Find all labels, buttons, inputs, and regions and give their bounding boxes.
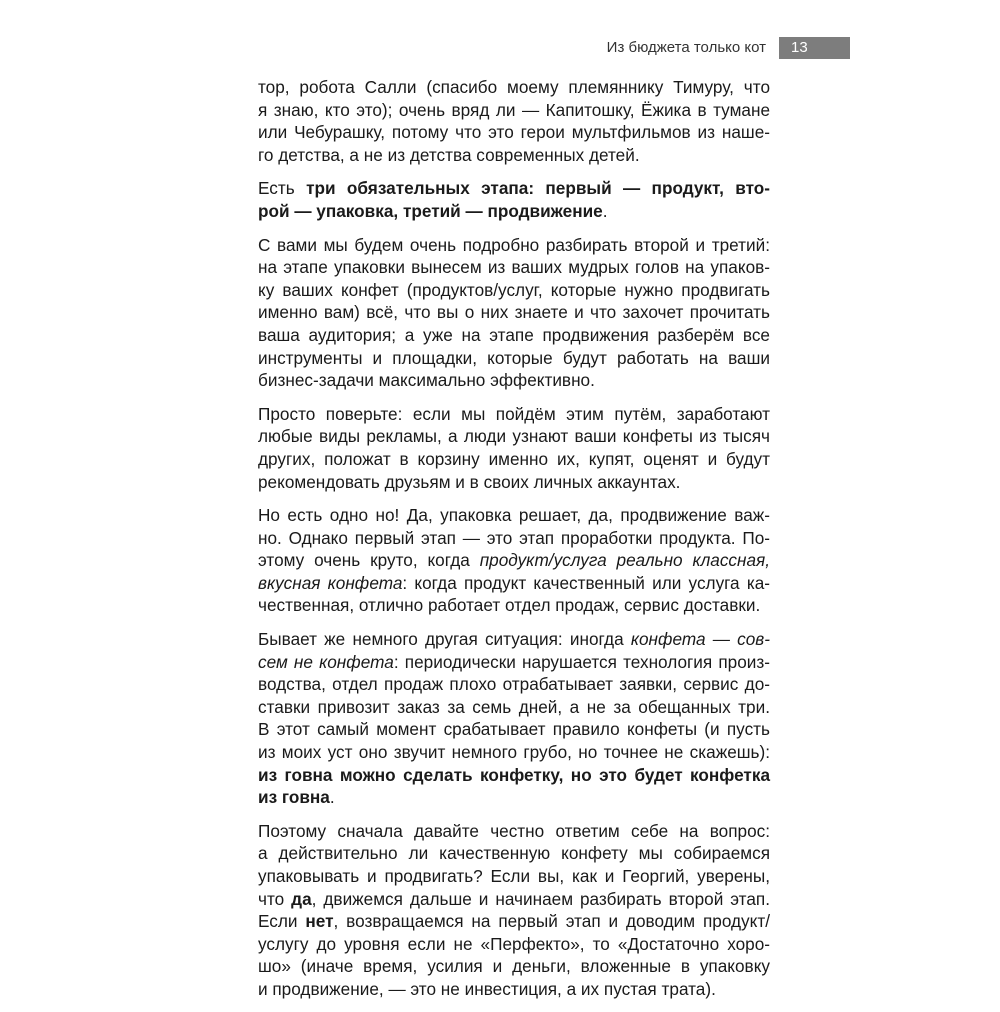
text-run: упаковывать и продвигать? Если вы, как и Георгий, уверены, — [258, 866, 770, 886]
text-line — [258, 121, 770, 144]
text-run: любые виды рекламы, а люди узнают ваши конфеты из тысяч — [258, 426, 770, 447]
text-line — [258, 888, 770, 911]
text-line — [258, 504, 770, 527]
text-run: а действительно ли качественную конфету мы собираемся — [258, 843, 770, 864]
text-line — [258, 933, 770, 956]
text-run: : периодически нарушается технология произ- — [393, 651, 770, 672]
text-line — [258, 403, 770, 426]
text-run: ставки привозит заказ за семь дней, а не за обещанных три. — [258, 696, 770, 717]
text-line — [258, 978, 770, 1001]
text-run: Просто поверьте: если мы пойдём этим путём, заработают — [258, 403, 770, 424]
bold-text: три обязательных этапа: первый — продукт, вто- — [306, 178, 771, 199]
paragraph-2 — [258, 177, 770, 222]
text-line — [258, 324, 770, 347]
paragraph-3 — [258, 234, 770, 392]
text-run: или Чебурашку, потому что это герои мультфильмов из наше- — [258, 122, 770, 143]
text-run: других, положат в корзину именно их, купят, оценят и будут — [258, 448, 770, 469]
text-line — [258, 842, 770, 865]
text-line — [258, 301, 770, 324]
text-line — [258, 549, 770, 572]
text-run: из моих уст оно звучит немного грубо, но точнее не скажешь): — [258, 742, 770, 763]
text-line — [258, 651, 770, 674]
text-run: . — [602, 200, 608, 221]
text-run: инструменты и площадки, которые будут работать на ваши — [258, 347, 770, 368]
text-run: , возвращаемся на первый этап и доводим продукт/ — [333, 911, 770, 932]
text-run: что — [258, 888, 292, 909]
text-run: услугу до уровня если не «Перфекто», то «Достаточно хоро- — [258, 933, 770, 954]
text-line — [258, 76, 770, 99]
paragraph-7 — [258, 820, 770, 1001]
text-line — [258, 471, 770, 494]
text-line — [258, 527, 770, 550]
text-line — [258, 910, 770, 933]
text-run: ку ваших конфет (продуктов/услуг, которые нужно продвигать — [258, 279, 770, 300]
text-run: шо» (иначе время, усилия и деньги, вложенные в упаковку — [258, 956, 770, 977]
text-run: и продвижение, — это не инвестиция, а их пустая трата). — [258, 978, 716, 999]
text-run: бизнес-задачи максимально эффективно. — [258, 370, 595, 391]
text-run: С вами мы будем очень подробно разбирать второй и третий: — [258, 234, 770, 255]
text-line — [258, 696, 770, 719]
text-run: на этапе упаковки вынесем из ваших мудрых голов на упаков- — [258, 257, 770, 278]
text-run: я знаю, кто это); очень вряд ли — Капитошку, Ёжика в тумане — [258, 99, 770, 120]
text-line — [258, 448, 770, 471]
text-line — [258, 99, 770, 122]
text-line — [258, 200, 770, 223]
text-line — [258, 279, 770, 302]
bold-text: нет — [305, 911, 334, 932]
bold-text: рой — упаковка, третий — продвижение — [258, 200, 603, 221]
text-run: В этот самый момент срабатывает правило конфеты (и пусть — [258, 719, 770, 740]
bold-text: из говна — [258, 787, 330, 808]
text-run: водства, отдел продаж плохо отрабатывает заявки, сервис до- — [258, 674, 770, 695]
text-line — [258, 786, 770, 809]
page-number: 13 — [779, 37, 850, 59]
text-line — [258, 594, 770, 617]
text-run: , движемся дальше и начинаем разбирать второй этап. — [311, 888, 770, 909]
text-line — [258, 234, 770, 257]
text-line — [258, 741, 770, 764]
text-line — [258, 820, 770, 843]
paragraph-1 — [258, 76, 770, 166]
text-line — [258, 718, 770, 741]
text-run: ваша аудитория; а уже на этапе продвижения разберём все — [258, 324, 770, 345]
italic-text: продукт/услуга реально классная, — [479, 550, 770, 571]
text-run: Но есть одно но! Да, упаковка решает, да, продвижение важ- — [258, 505, 770, 526]
bold-text: из говна можно сделать конфетку, но это будет конфетка — [258, 764, 770, 785]
text-line — [258, 177, 770, 200]
running-header — [0, 37, 1000, 59]
text-run: Если — [258, 911, 306, 932]
text-line — [258, 673, 770, 696]
text-line — [258, 425, 770, 448]
italic-text: вкусная конфета — [258, 572, 403, 593]
text-line — [258, 347, 770, 370]
text-run: . — [329, 787, 335, 808]
text-line — [258, 256, 770, 279]
text-run: но. Однако первый этап — это этап проработки продукта. По- — [258, 527, 770, 548]
text-line — [258, 572, 770, 595]
text-run: рекомендовать друзьям и в своих личных аккаунтах. — [258, 471, 681, 492]
text-run: этому очень круто, когда — [258, 550, 480, 571]
text-run: Есть — [258, 178, 307, 199]
text-run: : когда продукт качественный или услуга ка- — [402, 572, 770, 593]
italic-text: сем не конфета — [258, 651, 394, 672]
text-run: го детства, а не из детства современных детей. — [258, 144, 640, 165]
body-text — [258, 76, 770, 1012]
paragraph-5 — [258, 504, 770, 617]
text-run: именно вам) всё, что вы о них знаете и что захочет прочитать — [258, 302, 770, 323]
running-title: Из бюджета только кот — [606, 39, 766, 56]
paragraph-4 — [258, 403, 770, 493]
text-run: чественная, отлично работает отдел продаж, сервис доставки. — [258, 595, 761, 616]
text-line — [258, 628, 770, 651]
text-line — [258, 955, 770, 978]
text-line — [258, 764, 770, 787]
text-line — [258, 369, 770, 392]
text-line — [258, 144, 770, 167]
text-run: Бывает же немного другая ситуация: иногда — [258, 629, 631, 650]
text-run: тор, робота Салли (спасибо моему племяннику Тимуру, что — [258, 77, 770, 97]
text-run: Поэтому сначала давайте честно ответим себе на вопрос: — [258, 820, 770, 841]
text-line — [258, 865, 770, 888]
bold-text: да — [291, 888, 312, 909]
paragraph-6 — [258, 628, 770, 809]
italic-text: конфета — сов- — [630, 629, 770, 650]
